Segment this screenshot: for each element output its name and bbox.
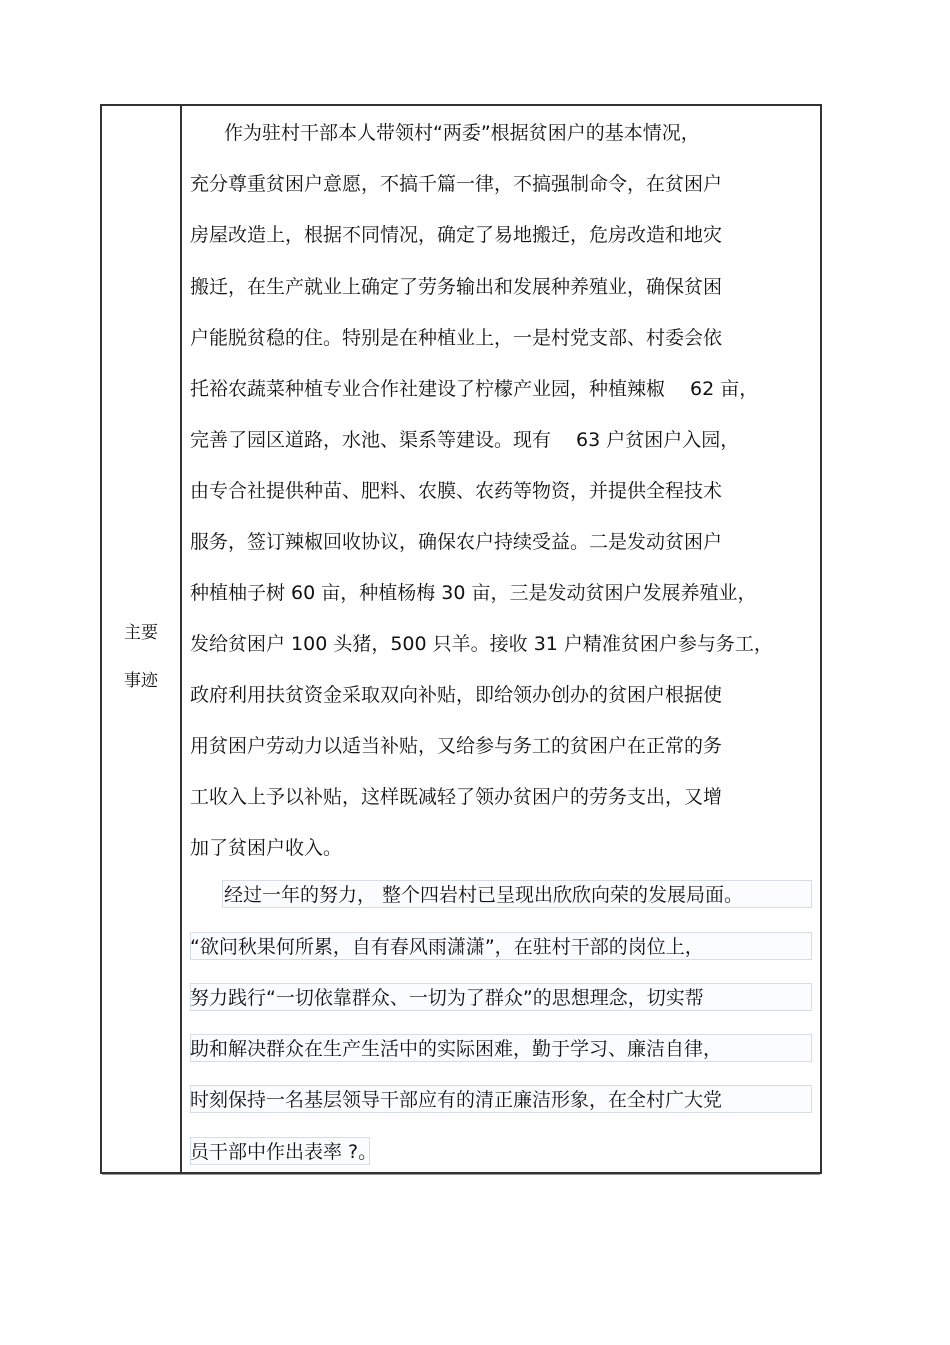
paragraph-1-line: 用贫困户劳动力以适当补贴，又给参与务工的贫困户在正常的务 [190,735,723,757]
record-table [100,104,822,1174]
row-label-line-1: 主要 [124,623,158,643]
paragraph-1-line: 加了贫困户收入。 [190,837,343,859]
paragraph-1-line: 托裕农蔬菜种植专业合作社建设了柠檬产业园，种植辣椒 62 亩， [190,378,759,400]
paragraph-2-line: 时刻保持一名基层领导干部应有的清正廉洁形象，在全村广大党 [190,1089,723,1111]
paragraph-2-line: 助和解决群众在生产生活中的实际困难，勤于学习、廉洁自律， [190,1038,723,1060]
paragraph-1-line: 搬迁，在生产就业上确定了劳务输出和发展种养殖业，确保贫困 [190,276,723,298]
row-label-line-2: 事迹 [124,671,158,691]
paragraph-1-line: 完善了园区道路，水池、渠系等建设。现有 63 户贫困户入园， [190,429,740,451]
paragraph-1-line: 种植柚子树 60 亩，种植杨梅 30 亩，三是发动贫困户发展养殖业， [190,582,757,604]
paragraph-2-line: 经过一年的努力， 整个四岩村已呈现出欣欣向荣的发展局面。 [224,884,744,906]
paragraph-1-line: 房屋改造上，根据不同情况，确定了易地搬迁，危房改造和地灾 [190,224,723,246]
column-divider [180,106,182,1172]
paragraph-1-line: 政府利用扶贫资金采取双向补贴，即给领办创办的贫困户根据使 [190,684,723,706]
paragraph-1-line: 工收入上予以补贴，这样既减轻了领办贫困户的劳务支出，又增 [190,786,723,808]
paragraph-1-line: 充分尊重贫困户意愿，不搞千篇一律，不搞强制命令，在贫困户 [190,173,723,195]
paragraph-2-line: “欲问秋果何所累，自有春风雨潇潇”，在驻村干部的岗位上， [190,936,704,958]
table-bottom-rule [102,1174,820,1175]
paragraph-1-line: 服务，签订辣椒回收协议，确保农户持续受益。二是发动贫困户 [190,531,723,553]
paragraph-1-line: 作为驻村干部本人带领村“两委”根据贫困户的基本情况， [224,122,700,144]
paragraph-2-line: 努力践行“一切依靠群众、一切为了群众”的思想理念，切实帮 [190,987,704,1009]
paragraph-2-line: 员干部中作出表率 ?。 [190,1141,378,1163]
paragraph-1-line: 户能脱贫稳的住。特别是在种植业上，一是村党支部、村委会依 [190,327,723,349]
paragraph-1-line: 发给贫困户 100 头猪，500 只羊。接收 31 户精准贫困户参与务工， [190,633,773,655]
paragraph-1-line: 由专合社提供种苗、肥料、农膜、农药等物资，并提供全程技术 [190,480,723,502]
